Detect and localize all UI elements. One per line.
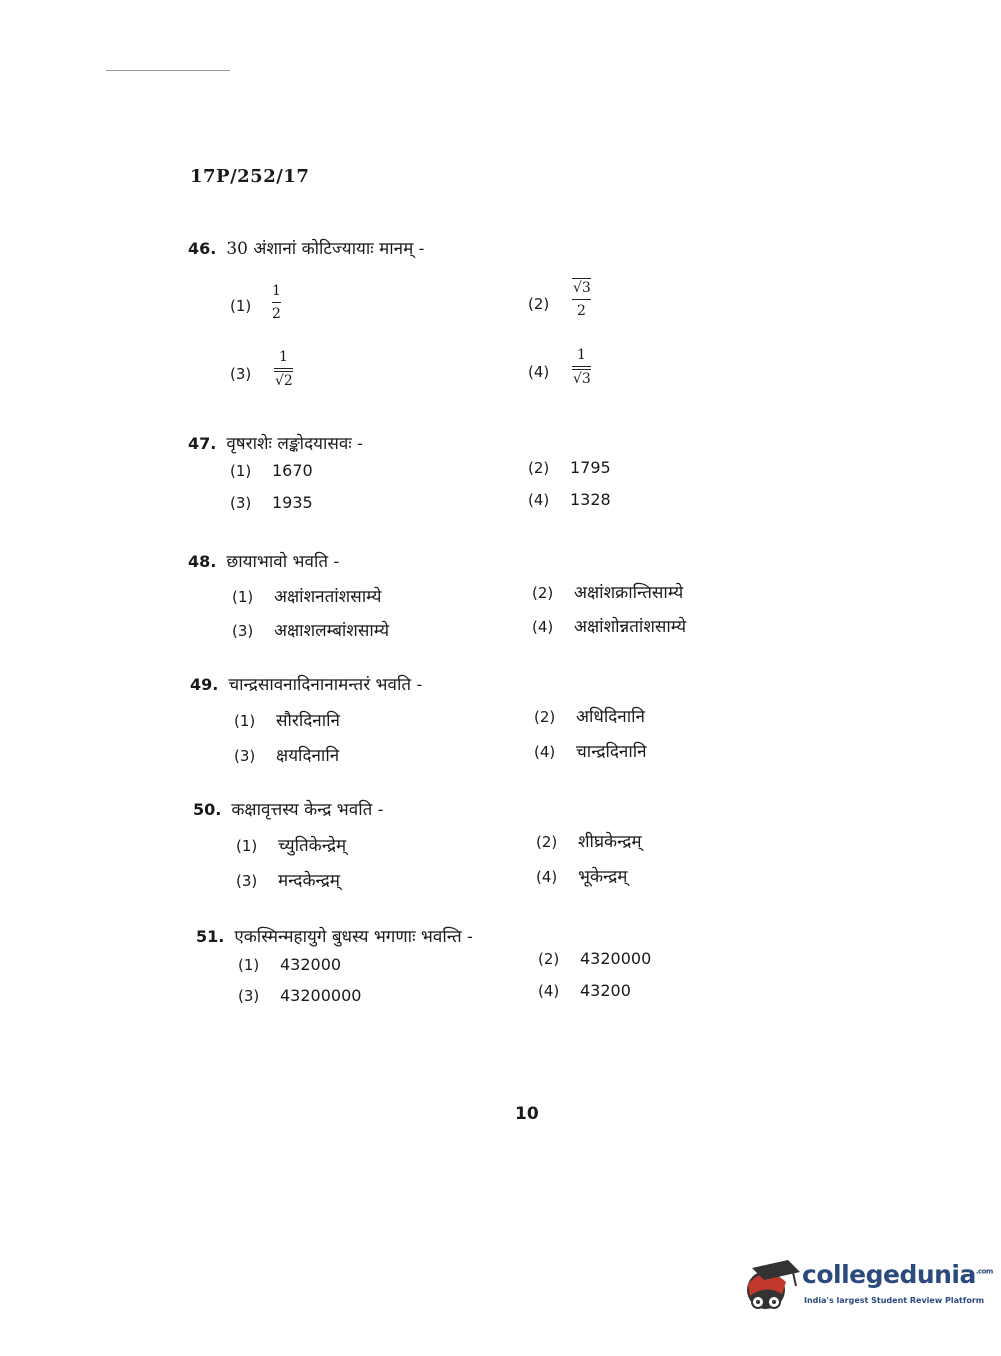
question-stem [188,236,424,259]
option-text: क्षयदिनानि [276,746,340,766]
question-stem [193,797,383,820]
option-1[interactable] [238,955,341,975]
option-3[interactable] [230,493,313,513]
option-4[interactable] [534,739,647,762]
denominator: 2 [576,303,586,319]
option-text: शीघ्रकेन्द्रम् [578,832,642,852]
option-number: (4) [534,743,556,761]
numerator: √3 [573,280,591,296]
option-number: (2) [536,833,558,851]
option-text: 4320000 [580,949,652,968]
option-text: 1670 [272,461,313,480]
option-number: (2) [534,708,556,726]
option-text: अक्षांशोन्नतांशसाम्ये [574,617,687,637]
option-4[interactable] [538,981,631,1001]
option-text: 1328 [570,490,611,509]
option-3[interactable] [230,364,272,384]
option-3[interactable] [238,986,361,1006]
option-text: च्युतिकेन्द्रेम् [278,836,347,856]
option-number: (1) [232,588,254,606]
option-1[interactable] [232,584,382,607]
logo-name: collegedunia [802,1260,976,1289]
logo-tagline: India's largest Student Review Platform [804,1296,985,1305]
option-1[interactable] [230,296,272,316]
denominator: √3 [573,371,591,387]
question-number: 47. [188,434,217,453]
option-2[interactable] [534,704,645,727]
option-3-fraction [274,348,293,390]
option-number: (2) [532,584,554,602]
option-3[interactable] [232,618,389,641]
paper-code: 17P/252/17 [190,166,310,187]
option-text: अधिदिनानि [576,707,645,727]
option-4[interactable] [528,362,570,382]
option-number: (3) [232,622,254,640]
question-text: चान्द्रसावनादिनानामन्तरं भवति - [228,675,423,695]
option-number: (4) [528,491,550,509]
option-number: (2) [528,459,550,477]
page-number: 10 [515,1104,539,1124]
question-text: एकस्मिन्महायुगे बुधस्य भगणाः भवन्ति - [234,927,473,947]
option-text: चान्द्रदिनानि [576,742,647,762]
option-text: मन्दकेन्द्रम् [278,871,340,891]
option-2[interactable] [536,829,642,852]
question-number: 48. [188,552,217,571]
option-text: सौरदिनानि [276,711,340,731]
option-number: (1) [230,297,252,315]
option-1-fraction [272,282,281,323]
option-4[interactable] [536,864,627,887]
question-text: 30 अंशानां कोटिज्यायाः मानम् - [226,239,425,259]
question-number: 51. [196,927,225,946]
option-4-fraction [572,346,591,388]
option-4[interactable] [528,490,611,510]
denominator: √2 [275,373,293,389]
option-number: (3) [230,494,252,512]
collegedunia-logo[interactable] [742,1254,993,1324]
option-1[interactable] [230,461,313,481]
logo-suffix: .com [975,1267,993,1276]
option-text: 1935 [272,493,313,512]
option-4[interactable] [532,614,686,637]
question-text: कक्षावृत्तस्य केन्द्र भवति - [231,800,384,820]
option-text: 43200 [580,981,631,1000]
option-number: (3) [238,987,260,1005]
option-2[interactable] [532,580,683,603]
option-1[interactable] [236,833,346,856]
numerator: 1 [272,283,281,299]
option-text: 43200000 [280,986,362,1005]
option-number: (1) [236,837,258,855]
mascot-icon [742,1254,802,1324]
option-number: (1) [230,462,252,480]
option-number: (2) [528,295,550,313]
option-text: 432000 [280,955,342,974]
top-rule [106,70,230,71]
fraction-bar [572,299,591,300]
option-text: अक्षांशनतांशसाम्ये [274,587,382,607]
option-3[interactable] [236,868,340,891]
fraction-bar [272,302,281,303]
option-number: (3) [236,872,258,890]
numerator: 1 [576,347,586,363]
option-number: (3) [230,365,252,383]
numerator: 1 [278,349,288,365]
option-text: अक्षांशक्रान्तिसाम्ये [574,583,684,603]
option-1[interactable] [234,708,340,731]
option-number: (2) [538,950,560,968]
option-3[interactable] [234,743,339,766]
logo-wordmark [802,1260,993,1289]
question-text: छायाभावो भवति - [226,552,340,572]
fraction-bar [274,368,293,369]
question-number: 46. [188,239,217,258]
question-number: 49. [190,675,219,694]
option-number: (4) [536,868,558,886]
option-text: 1795 [570,458,611,477]
question-stem [188,431,363,454]
denominator: 2 [272,306,281,322]
fraction-bar [572,366,591,367]
question-number: 50. [193,800,222,819]
question-stem [188,549,339,572]
option-number: (4) [538,982,560,1000]
question-stem [190,672,422,695]
option-2-fraction [572,278,591,320]
option-text: अक्षाशलम्बांशसाम्ये [274,621,390,641]
option-2[interactable] [528,294,570,314]
option-number: (1) [238,956,260,974]
option-number: (4) [528,363,550,381]
question-stem [196,924,473,947]
option-number: (4) [532,618,554,636]
option-number: (3) [234,747,256,765]
question-text: वृषराशेः लङ्कोदयासवः - [226,434,363,454]
option-2[interactable] [528,458,611,478]
option-number: (1) [234,712,256,730]
option-text: भूकेन्द्रम् [578,867,628,887]
option-2[interactable] [538,949,651,969]
